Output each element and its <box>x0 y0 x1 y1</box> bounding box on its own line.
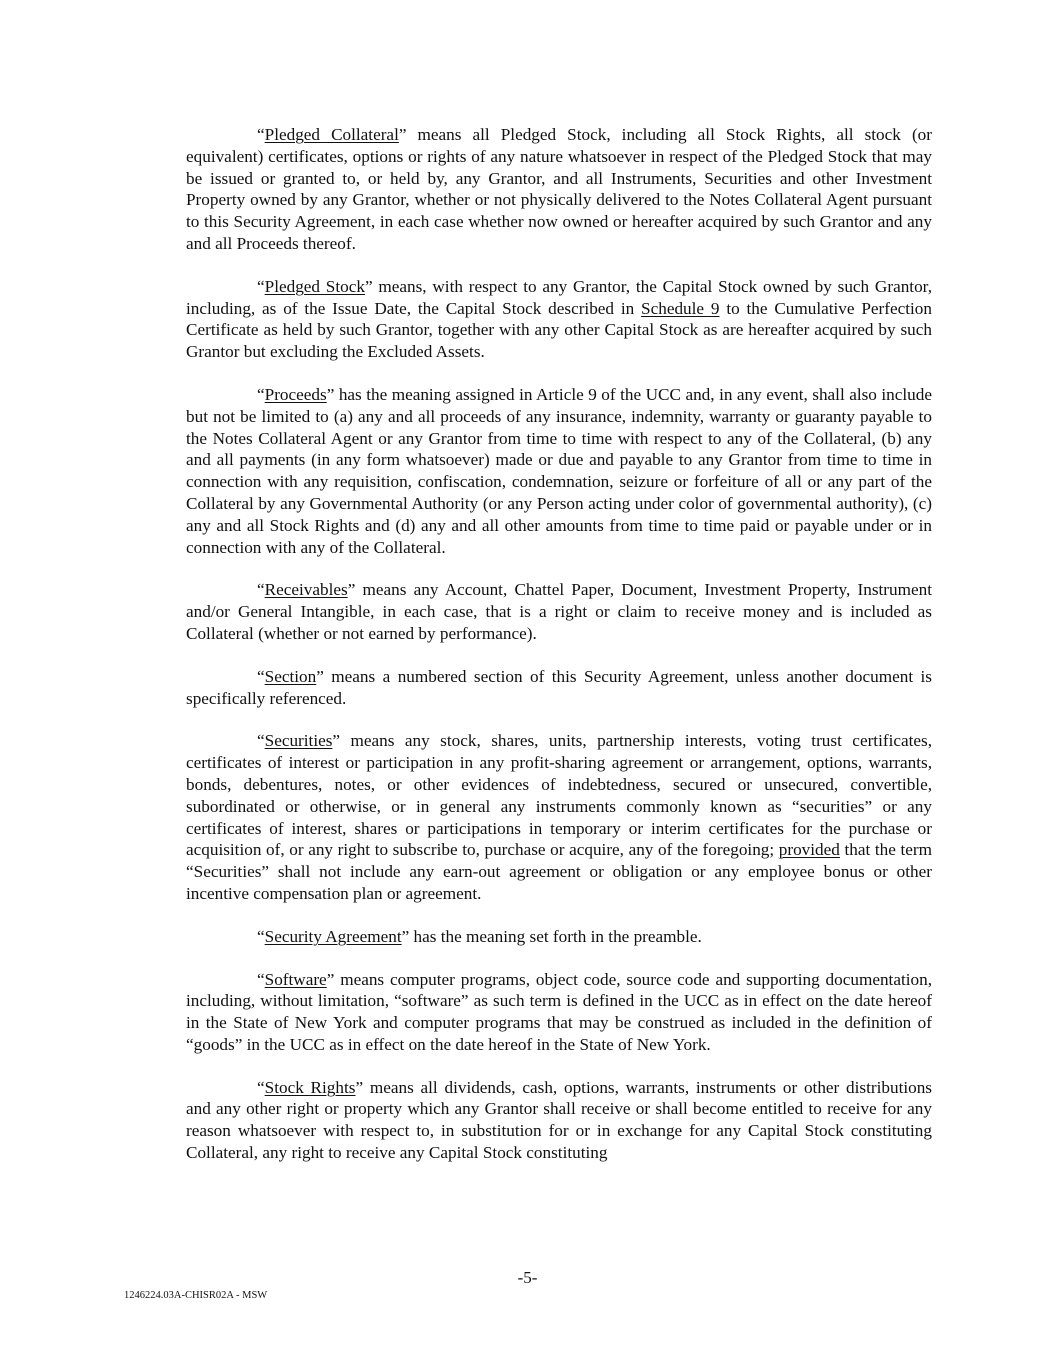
defined-term: Software <box>264 969 327 989</box>
definition-text: ” means any stock, shares, units, partnership interests, voting trust certificates, certificates of interest or participation in any profit-sharing agreement or arrangement, options, warrants, bonds, debentures, notes, or other evidences of indebtedness, secured or unsecured, convertible, subordinated or otherwise, or in general any instruments commonly known as “securities” or any certificates of interest, shares or participations in temporary or interim certificates for the purchase or acquisition of, or any right to subscribe to, purchase or acquire, any of the foregoing; <box>186 731 932 860</box>
definition-section <box>186 666 932 710</box>
definition-text: ” means all dividends, cash, options, warrants, instruments or other distributions and any other right or property which any Grantor shall receive or shall become entitled to receive for any reason whatsoever with respect to, in substitution for or in exchange for any Capital Stock constituting Collateral, any right to receive any Capital Stock constituting <box>186 1077 932 1163</box>
open-quote: “ <box>257 926 265 946</box>
definition-stock-rights <box>186 1077 932 1164</box>
document-body <box>186 124 932 1185</box>
definition-text: ” means a numbered section of this Security Agreement, unless another document is specifically referenced. <box>186 666 932 708</box>
open-quote: “ <box>257 384 265 404</box>
open-quote: “ <box>257 1077 265 1097</box>
open-quote: “ <box>257 969 265 989</box>
open-quote: “ <box>257 731 265 751</box>
definition-receivables <box>186 579 932 644</box>
defined-term: Proceeds <box>264 384 327 404</box>
open-quote: “ <box>257 125 265 144</box>
defined-term: Pledged Stock <box>264 276 365 296</box>
open-quote: “ <box>257 580 265 600</box>
defined-term: Section <box>264 666 317 686</box>
definition-text: ” means any Account, Chattel Paper, Document, Investment Property, Instrument and/or General Intangible, in each case, that is a right or claim to receive money and is included as Collateral (whether or not earned by performance). <box>186 580 932 643</box>
definition-text: ” means, with respect to any Grantor, the Capital Stock owned by such Grantor, including, as of the Issue Date, the Capital Stock described in <box>186 276 932 318</box>
proviso-term: provided <box>778 840 840 860</box>
open-quote: “ <box>257 666 265 686</box>
document-id: 1246224.03A-CHISR02A - MSW <box>124 1290 268 1301</box>
open-quote: “ <box>257 276 265 296</box>
definition-pledged-stock <box>186 276 932 363</box>
definition-security-agreement <box>186 926 932 948</box>
definition-securities <box>186 730 932 904</box>
definition-proceeds <box>186 384 932 558</box>
definition-software <box>186 969 932 1056</box>
schedule-reference: Schedule 9 <box>641 298 720 318</box>
defined-term: Pledged Collateral <box>264 125 399 144</box>
definition-text-continued: that the term “Securities” shall not include any earn-out agreement or obligation or any employee bonus or other incentive compensation plan or agreement. <box>186 840 932 903</box>
defined-term: Security Agreement <box>264 926 402 946</box>
definition-pledged-collateral <box>186 124 932 255</box>
definition-text-continued: to the Cumulative Perfection Certificate as held by such Grantor, together with any other Capital Stock as are hereafter acquired by such Grantor but excluding the Excluded Assets. <box>186 298 932 362</box>
defined-term: Securities <box>264 731 333 751</box>
definition-text: ” means all Pledged Stock, including all Stock Rights, all stock (or equivalent) certificates, options or rights of any nature whatsoever in respect of the Pledged Stock that may be issued or granted to, or held by, any Grantor, and all Instruments, Securities and other Investment Property owned by any Grantor, whether or not physically delivered to the Notes Collateral Agent pursuant to this Security Agreement, in each case whether now owned or hereafter acquired by such Grantor and any and all Proceeds thereof. <box>186 125 932 253</box>
definition-text: ” means computer programs, object code, source code and supporting documentation, including, without limitation, “software” as such term is defined in the UCC as in effect on the date hereof in the State of New York and computer programs that may be construed as included in the definition of “goods” in the UCC as in effect on the date hereof in the State of New York. <box>186 969 932 1054</box>
page-number: -5- <box>517 1268 538 1287</box>
definition-text: ” has the meaning assigned in Article 9 of the UCC and, in any event, shall also include but not be limited to (a) any and all proceeds of any insurance, indemnity, warranty or guaranty payable to the Notes Collateral Agent or any Grantor from time to time with respect to any of the Collateral, (b) any and all payments (in any form whatsoever) made or due and payable to any Grantor from time to time in connection with any requisition, confiscation, condemnation, seizure or forfeiture of all or any part of the Collateral by any Governmental Authority (or any Person acting under color of governmental authority), (c) any and all Stock Rights and (d) any and all other amounts from time to time paid or payable under or in connection with any of the Collateral. <box>186 384 932 557</box>
definition-text: ” has the meaning set forth in the preamble. <box>401 926 702 946</box>
defined-term: Receivables <box>264 580 348 600</box>
defined-term: Stock Rights <box>264 1077 356 1097</box>
